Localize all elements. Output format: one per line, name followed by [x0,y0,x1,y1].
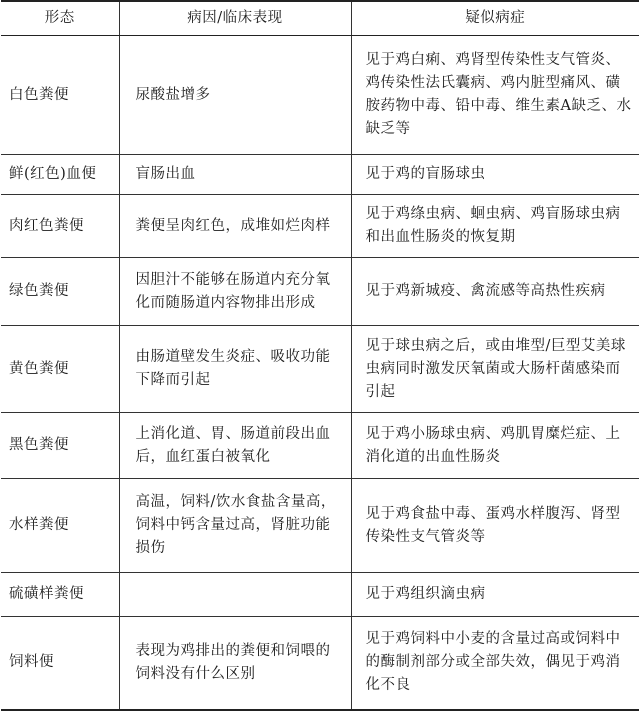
form-cell: 黑色粪便 [1,413,119,479]
suspected-cell: 见于鸡绦虫病、蛔虫病、鸡盲肠球虫病和出血性肠炎的恢复期 [351,195,639,258]
cause-cell: 盲肠出血 [119,155,351,195]
form-cell: 鲜(红色)血便 [1,155,119,195]
form-cell: 饲料便 [1,617,119,710]
suspected-cell: 见于鸡白痢、鸡肾型传染性支气管炎、鸡传染性法氏囊病、鸡内脏型痛风、磺胺药物中毒、铅中毒、维生素A缺乏、水缺乏等 [351,36,639,155]
cause-cell: 尿酸盐增多 [119,36,351,155]
cause-cell: 粪便呈肉红色，成堆如烂肉样 [119,195,351,258]
cause-cell: 表现为鸡排出的粪便和饲喂的饲料没有什么区别 [119,617,351,710]
form-cell: 水样粪便 [1,479,119,573]
table-row [1,155,639,195]
suspected-cell: 见于鸡小肠球虫病、鸡肌胃糜烂症、上消化道的出血性肠炎 [351,413,639,479]
cause-cell: 由肠道壁发生炎症、吸收功能下降而引起 [119,326,351,413]
header-cause: 病因/临床表现 [119,1,351,36]
suspected-cell: 见于鸡食盐中毒、蛋鸡水样腹泻、肾型传染性支气管炎等 [351,479,639,573]
table-row [1,573,639,617]
feces-symptom-table [1,0,639,711]
table-row [1,413,639,479]
suspected-cell: 见于鸡组织滴虫病 [351,573,639,617]
table-row [1,617,639,710]
suspected-cell: 见于鸡的盲肠球虫 [351,155,639,195]
table-row [1,479,639,573]
cause-cell: 高温，饲料/饮水食盐含量高，饲料中钙含量过高，肾脏功能损伤 [119,479,351,573]
table-row [1,36,639,155]
header-form: 形态 [1,1,119,36]
table-row [1,326,639,413]
form-cell: 白色粪便 [1,36,119,155]
suspected-cell: 见于球虫病之后，或由堆型/巨型艾美球虫病同时激发厌氧菌或大肠杆菌感染而引起 [351,326,639,413]
table-row [1,258,639,326]
suspected-cell: 见于鸡新城疫、禽流感等高热性疾病 [351,258,639,326]
cause-cell: 上消化道、胃、肠道前段出血后，血红蛋白被氧化 [119,413,351,479]
suspected-cell: 见于鸡饲料中小麦的含量过高或饲料中的酶制剂部分或全部失效，偶见于鸡消化不良 [351,617,639,710]
form-cell: 硫磺样粪便 [1,573,119,617]
table-row [1,195,639,258]
form-cell: 黄色粪便 [1,326,119,413]
header-suspected: 疑似病症 [351,1,639,36]
cause-cell: 因胆汁不能够在肠道内充分氧化而随肠道内容物排出形成 [119,258,351,326]
table-header-row [1,1,639,36]
cause-cell [119,573,351,617]
form-cell: 肉红色粪便 [1,195,119,258]
form-cell: 绿色粪便 [1,258,119,326]
